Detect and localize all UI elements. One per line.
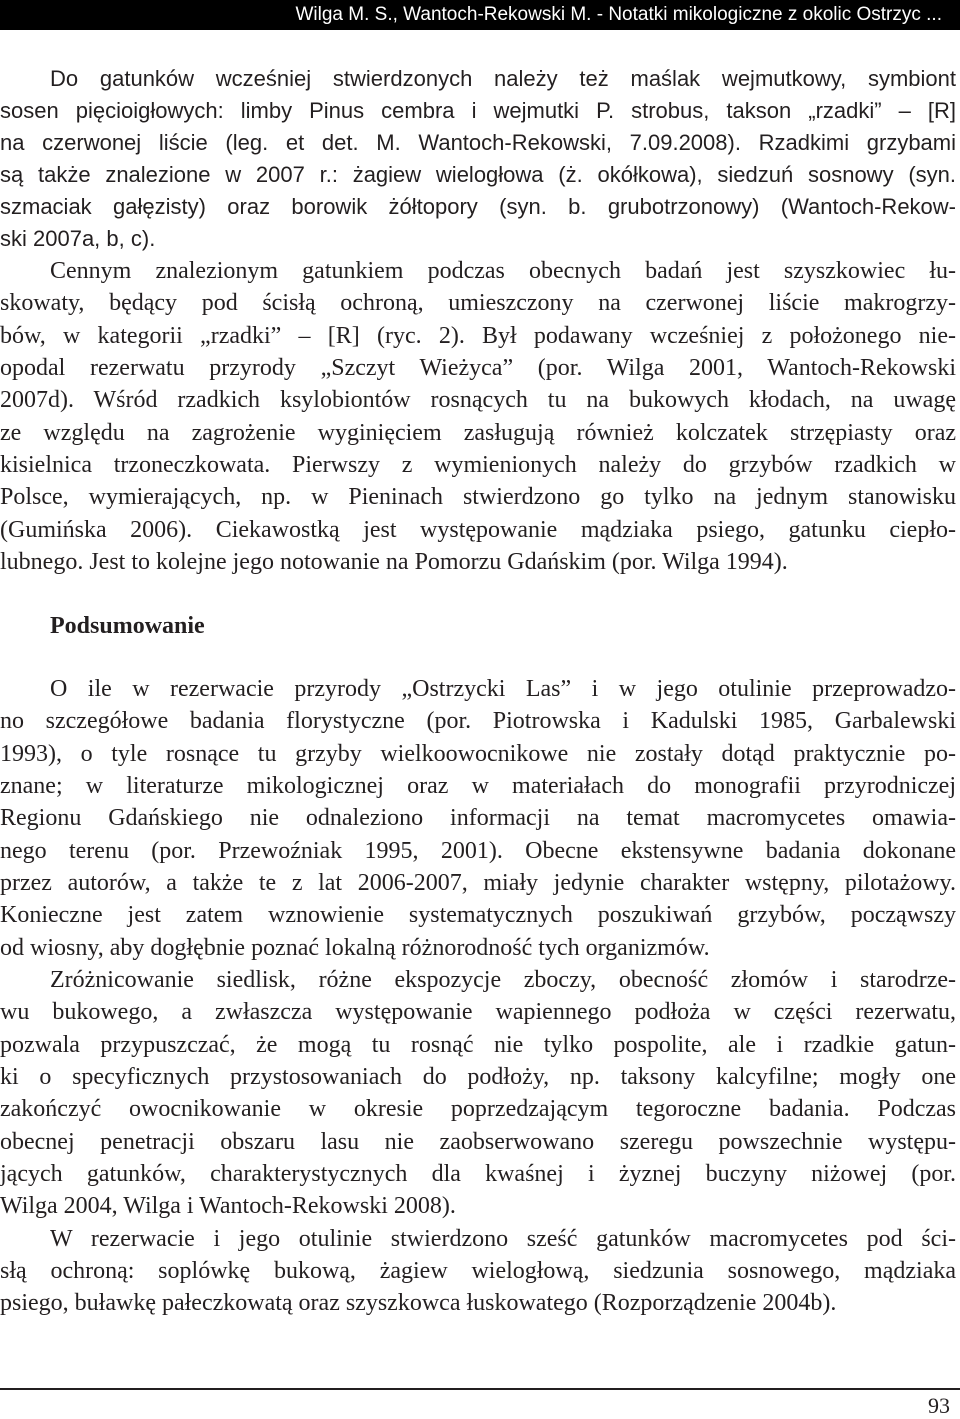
body-line: obecnej penetracji obszaru lasu nie zaobserwowano szeregu powszechnie występu- xyxy=(0,1129,956,1155)
body-line: znane; w literaturze mikologicznej oraz w materiałach do monografii przyrodniczej xyxy=(0,773,956,799)
body-line: sosen pięcioigłowych: limby Pinus cembra i wejmutki P. strobus, takson „rzadki” – [R] xyxy=(0,98,956,123)
running-title: Wilga M. S., Wantoch-Rekowski M. - Notatki mikologiczne z okolic Ostrzyc ... xyxy=(295,4,942,25)
body-line: ze względu na zagrożenie wyginięciem zasługują również kolczatek strzępiasty oraz xyxy=(0,420,956,446)
running-header xyxy=(0,0,960,30)
body-line: są także znalezione w 2007 r.: żagiew wielogłowa (ż. okółkowa), siedzuń sosnowy (syn. xyxy=(0,162,956,187)
body-line: słą ochroną: soplówkę bukową, żagiew wielogłową, siedzunia sosnowego, mądziaka xyxy=(0,1258,956,1284)
body-line: przez autorów, a także te z lat 2006-2007, miały jedynie charakter wstępny, pilotażowy. xyxy=(0,870,956,896)
body-line: ki o specyficznych przystosowaniach do podłoży, np. taksony kalcyfilne; mogły one xyxy=(0,1064,956,1090)
body-line: Wilga 2004, Wilga i Wantoch-Rekowski 2008). xyxy=(0,1193,456,1219)
body-line: Polsce, wymierających, np. w Pieninach stwierdzono go tylko na jednym stanowisku xyxy=(0,484,956,510)
body-line: kisielnica trzoneczkowata. Pierwszy z wymienionych należy do grzybów rzadkich w xyxy=(0,452,956,478)
body-line: opodal rezerwatu przyrody „Szczyt Wieżyca” (por. Wilga 2001, Wantoch-Rekowski xyxy=(0,355,956,381)
body-line: lubnego. Jest to kolejne jego notowanie na Pomorzu Gdańskim (por. Wilga 1994). xyxy=(0,549,788,575)
body-line: (Gumińska 2006). Ciekawostką jest występowanie mądziaka psiego, gatunku ciepło- xyxy=(0,517,956,543)
body-line: Do gatunków wcześniej stwierdzonych należy też maślak wejmutkowy, symbiont xyxy=(50,66,956,91)
page-number: 93 xyxy=(928,1393,950,1418)
body-line: 2007d). Wśród rzadkich ksylobiontów rosnących tu na bukowych kłodach, na uwagę xyxy=(0,387,956,413)
body-line: na czerwonej liście (leg. et det. M. Wantoch-Rekowski, 7.09.2008). Rzadkimi grzybami xyxy=(0,130,956,155)
body-line: Zróżnicowanie siedlisk, różne ekspozycje zboczy, obecność złomów i starodrze- xyxy=(50,967,956,993)
body-line: skowaty, będący pod ścisłą ochroną, umieszczony na czerwonej liście makrogrzy- xyxy=(0,290,956,316)
body-line: Konieczne jest zatem wznowienie systematycznych poszukiwań grzybów, począwszy xyxy=(0,902,956,928)
body-line: Regionu Gdańskiego nie odnaleziono informacji na temat macromycetes omawia- xyxy=(0,805,956,831)
body-line: szmaciak gałęzisty) oraz borowik żółtopory (syn. b. grubotrzonowy) (Wantoch-Rekow- xyxy=(0,194,956,219)
body-line: bów, w kategorii „rzadki” – [R] (ryc. 2). Był podawany wcześniej z położonego nie- xyxy=(0,323,956,349)
body-line: psiego, buławkę pałeczkowatą oraz szyszkowca łuskowatego (Rozporządzenie 2004b). xyxy=(0,1290,837,1316)
body-line: 1993), o tyle rosnące tu grzyby wielkoowocnikowe nie zostały dotąd praktycznie po- xyxy=(0,741,956,767)
footer-divider xyxy=(0,1388,960,1390)
body-line: O ile w rezerwacie przyrody „Ostrzycki Las” i w jego otulinie przeprowadzo- xyxy=(50,676,956,702)
body-line: Cennym znalezionym gatunkiem podczas obecnych badań jest szyszkowiec łu- xyxy=(50,258,956,284)
body-line: od wiosny, aby dogłębnie poznać lokalną różnorodność tych organizmów. xyxy=(0,935,710,961)
body-line: zakończyć owocnikowanie w okresie poprzedzającym tegoroczne badania. Podczas xyxy=(0,1096,956,1122)
body-line: nego terenu (por. Przewoźniak 1995, 2001). Obecne ekstensywne badania dokonane xyxy=(0,838,956,864)
body-line: W rezerwacie i jego otulinie stwierdzono sześć gatunków macromycetes pod ści- xyxy=(50,1226,956,1252)
section-heading: Podsumowanie xyxy=(50,613,205,639)
body-line: pozwala przypuszczać, że mogą tu rosnąć nie tylko pospolite, ale i rzadkie gatun- xyxy=(0,1032,956,1058)
body-line: jących gatunków, charakterystycznych dla kwaśnej i żyznej buczyny niżowej (por. xyxy=(0,1161,956,1187)
body-line: wu bukowego, a zwłaszcza występowanie wapiennego podłoża w części rezerwatu, xyxy=(0,999,956,1025)
body-line: ski 2007a, b, c). xyxy=(0,226,156,251)
body-line: no szczegółowe badania florystyczne (por. Piotrowska i Kadulski 1985, Garbalewski xyxy=(0,708,956,734)
